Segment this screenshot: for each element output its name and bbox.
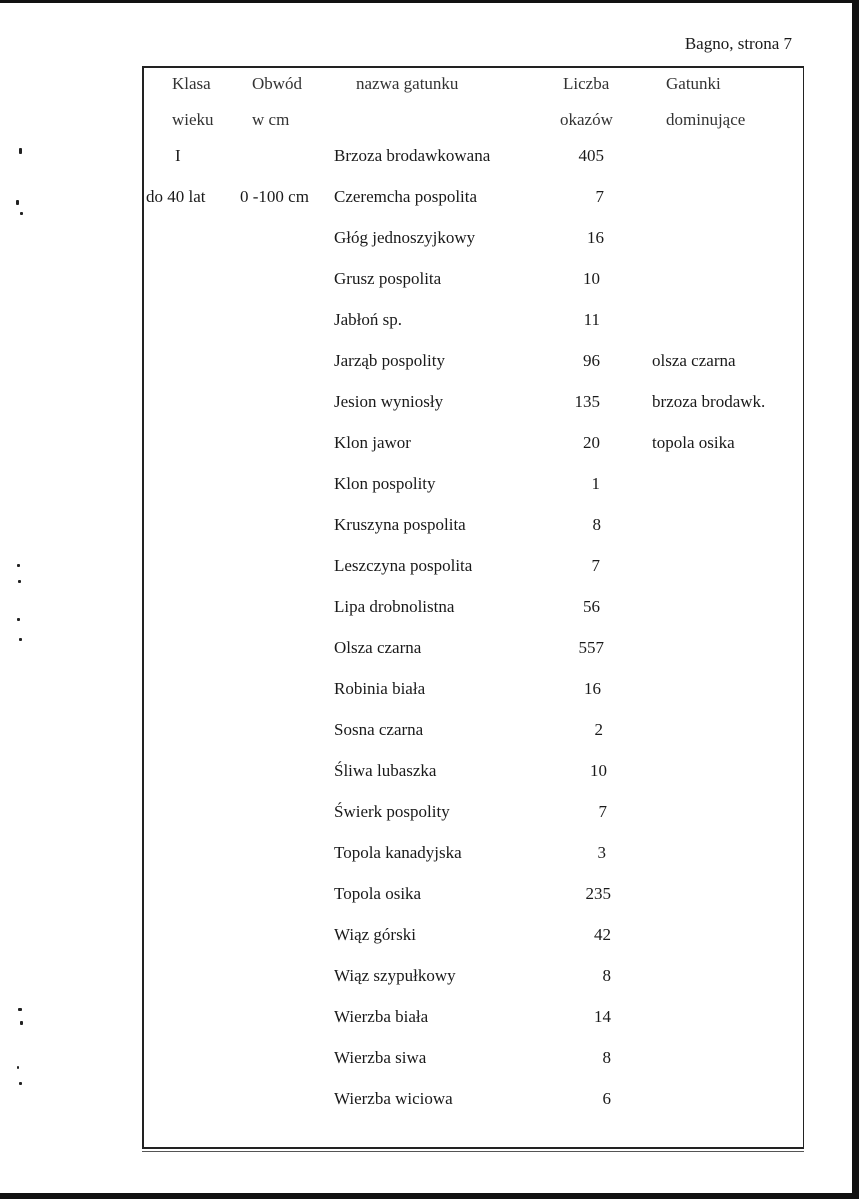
- col-header-count-line1: Liczba: [563, 74, 610, 93]
- table-row-species: Śliwa lubaszka: [334, 761, 437, 780]
- table-row-count: 3: [597, 843, 606, 862]
- table-row-count: 16: [587, 228, 604, 247]
- scan-speck-mark: [19, 638, 22, 641]
- table-row-count: 14: [594, 1007, 611, 1026]
- scan-speck-mark: [19, 148, 22, 154]
- page-header: Bagno, strona 7: [684, 34, 792, 53]
- table-row-species: Leszczyna pospolita: [334, 556, 473, 575]
- table-row-species: Jabłoń sp.: [334, 310, 402, 329]
- col-header-count-line2: okazów: [560, 110, 613, 129]
- scan-speck-mark: [20, 1021, 23, 1025]
- dominant-species-item: brzoza brodawk.: [652, 392, 766, 411]
- table-row-species: Jesion wyniosły: [334, 392, 444, 411]
- table-row-count: 235: [585, 884, 611, 903]
- circumference-value: 0 -100 cm: [240, 187, 309, 206]
- table-row-count: 6: [602, 1089, 611, 1108]
- table-row-species: Sosna czarna: [334, 720, 424, 739]
- col-header-circumference-line2: w cm: [252, 110, 290, 129]
- table-row-count: 42: [594, 925, 611, 944]
- table-row-species: Topola osika: [334, 884, 422, 903]
- table-row-count: 56: [583, 597, 600, 616]
- table-row-count: 135: [574, 392, 600, 411]
- col-header-age-class-line2: wieku: [172, 110, 214, 129]
- table-frame-shadow-line: [142, 1151, 804, 1152]
- table-row-count: 8: [602, 1048, 611, 1067]
- table-row-species: Głóg jednoszyjkowy: [334, 228, 476, 247]
- scan-speck-mark: [17, 564, 20, 567]
- table-row-species: Klon pospolity: [334, 474, 436, 493]
- col-header-circumference-line1: Obwód: [252, 74, 303, 93]
- table-row-count: 1: [591, 474, 600, 493]
- table-row-count: 96: [583, 351, 600, 370]
- table-row-species: Klon jawor: [334, 433, 411, 452]
- col-header-dominant-line2: dominujące: [666, 110, 746, 129]
- age-class-value: I: [175, 146, 181, 165]
- table-row-count: 7: [591, 556, 600, 575]
- scan-speck-mark: [18, 1008, 22, 1011]
- table-row-count: 557: [578, 638, 604, 657]
- col-header-species-name: nazwa gatunku: [356, 74, 459, 93]
- table-row-species: Czeremcha pospolita: [334, 187, 478, 206]
- scan-speck-mark: [19, 1082, 22, 1085]
- scan-border-bottom: [0, 1193, 859, 1199]
- table-row-count: 10: [583, 269, 600, 288]
- table-row-species: Wierzba biała: [334, 1007, 429, 1026]
- table-row-species: Wierzba wiciowa: [334, 1089, 453, 1108]
- table-row-species: Olsza czarna: [334, 638, 422, 657]
- table-row-count: 11: [583, 310, 600, 329]
- table-row-count: 7: [595, 187, 604, 206]
- col-header-dominant-line1: Gatunki: [666, 74, 721, 93]
- scan-speck-mark: [16, 200, 19, 205]
- table-row-count: 8: [602, 966, 611, 985]
- scan-border-right: [852, 0, 859, 1199]
- table-row-species: Świerk pospolity: [334, 802, 450, 821]
- dominant-species-item: topola osika: [652, 433, 735, 452]
- table-row-count: 7: [598, 802, 607, 821]
- table-row-species: Grusz pospolita: [334, 269, 442, 288]
- table-row-species: Brzoza brodawkowana: [334, 146, 491, 165]
- table-row-species: Wierzba siwa: [334, 1048, 427, 1067]
- scan-speck-mark: [17, 1066, 19, 1069]
- table-row-count: 405: [578, 146, 604, 165]
- table-row-count: 8: [592, 515, 601, 534]
- dominant-species-item: olsza czarna: [652, 351, 736, 370]
- table-row-species: Wiąz szypułkowy: [334, 966, 456, 985]
- table-row-species: Topola kanadyjska: [334, 843, 462, 862]
- scan-speck-mark: [20, 212, 23, 215]
- table-row-count: 16: [584, 679, 601, 698]
- age-range-value: do 40 lat: [146, 187, 206, 206]
- table-row-species: Jarząb pospolity: [334, 351, 445, 370]
- table-row-species: Lipa drobnolistna: [334, 597, 455, 616]
- col-header-age-class-line1: Klasa: [172, 74, 211, 93]
- scan-speck-mark: [18, 580, 21, 583]
- table-row-species: Robinia biała: [334, 679, 426, 698]
- scan-border-top: [0, 0, 859, 3]
- table-row-count: 2: [594, 720, 603, 739]
- table-row-species: Wiąz górski: [334, 925, 416, 944]
- table-row-count: 10: [590, 761, 607, 780]
- table-row-species: Kruszyna pospolita: [334, 515, 466, 534]
- scan-speck-mark: [17, 618, 20, 621]
- table-row-count: 20: [583, 433, 600, 452]
